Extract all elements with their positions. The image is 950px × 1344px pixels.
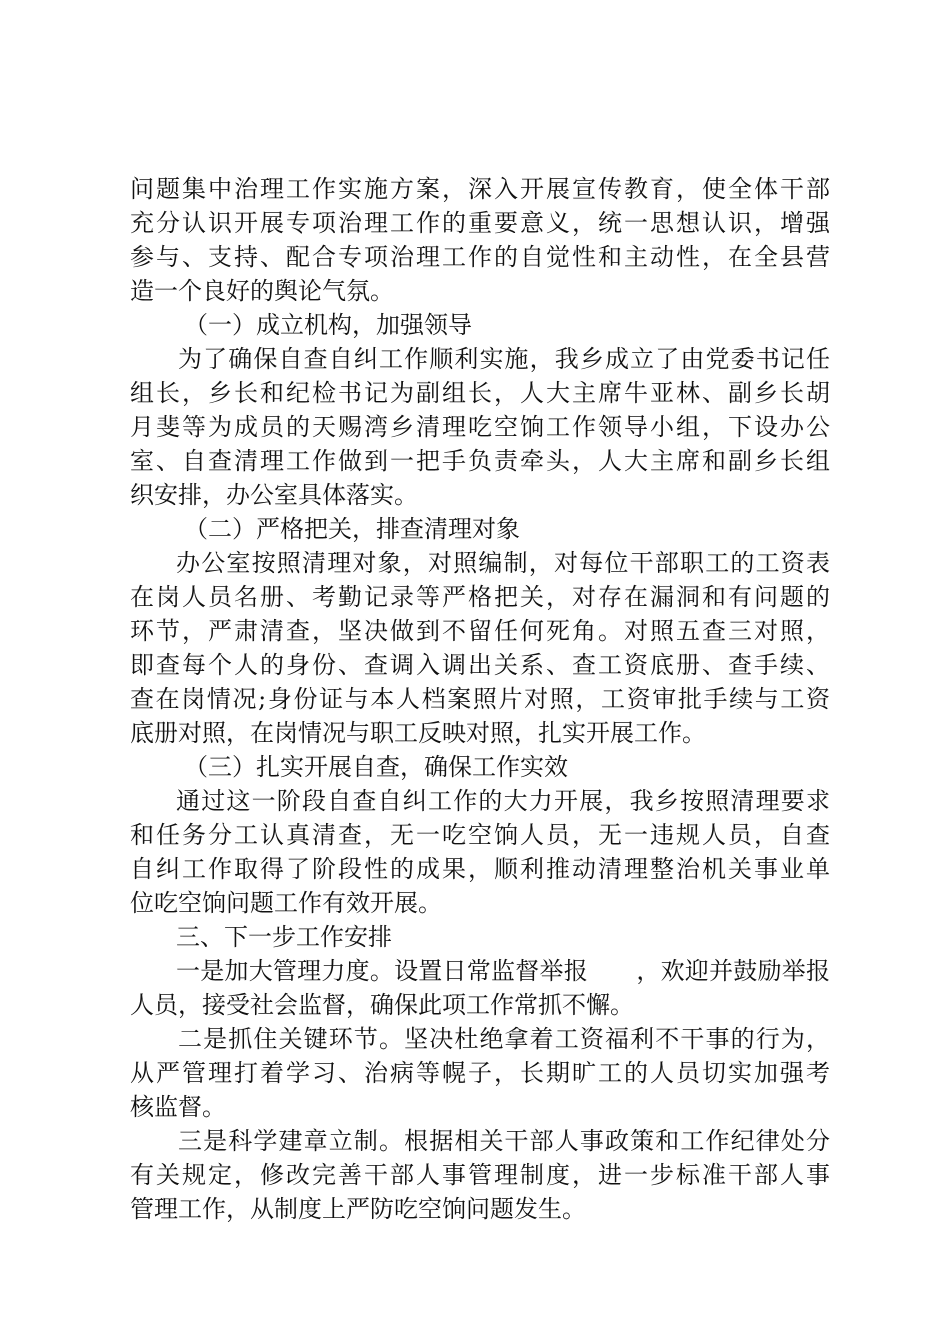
section-heading: 三、下一步工作安排 [176, 923, 392, 951]
text-line: 三是科学建章立制。根据相关干部人事政策和工作纪律处分 [178, 1127, 830, 1155]
text-line: 从严管理打着学习、治病等幌子，长期旷工的人员切实加强考 [130, 1059, 830, 1087]
text-line: 查在岗情况;身份证与本人档案照片对照，工资审批手续与工资 [130, 685, 830, 713]
text-line: 即查每个人的身份、查调入调出关系、查工资底册、查手续、 [130, 651, 830, 679]
text-line: 通过这一阶段自查自纠工作的大力开展，我乡按照清理要求 [176, 787, 830, 815]
text-line: 管理工作，从制度上严防吃空饷问题发生。 [130, 1195, 586, 1223]
text-line: 一是加大管理力度。设置日常监督举报 ，欢迎并鼓励举报 [176, 957, 830, 985]
text-line: 位吃空饷问题工作有效开展。 [130, 889, 442, 917]
text-line: 和任务分工认真清查，无一吃空饷人员，无一违规人员，自查 [130, 821, 830, 849]
text-line: 组长，乡长和纪检书记为副组长，人大主席牛亚林、副乡长胡 [130, 379, 830, 407]
text-line: 核监督。 [130, 1093, 226, 1121]
text-line: 造一个良好的舆论气氛。 [130, 277, 394, 305]
section-heading: （三）扎实开展自查，确保工作实效 [184, 753, 568, 781]
text-line: 有关规定，修改完善干部人事管理制度，进一步标准干部人事 [130, 1161, 830, 1189]
text-line: 室、自查清理工作做到一把手负责牵头，人大主席和副乡长组 [130, 447, 830, 475]
text-line: 织安排，办公室具体落实。 [130, 481, 418, 509]
text-line: 在岗人员名册、考勤记录等严格把关，对存在漏洞和有问题的 [130, 583, 830, 611]
section-heading: （二）严格把关，排查清理对象 [184, 515, 520, 543]
text-line: 二是抓住关键环节。坚决杜绝拿着工资福利不干事的行为， [178, 1025, 830, 1053]
text-line: 人员，接受社会监督，确保此项工作常抓不懈。 [130, 991, 634, 1019]
text-line: 参与、支持、配合专项治理工作的自觉性和主动性，在全县营 [130, 243, 830, 271]
text-line: 为了确保自查自纠工作顺利实施，我乡成立了由党委书记任 [178, 345, 830, 373]
text-line: 底册对照，在岗情况与职工反映对照，扎实开展工作。 [130, 719, 706, 747]
section-heading: （一）成立机构，加强领导 [184, 311, 472, 339]
text-line: 办公室按照清理对象，对照编制，对每位干部职工的工资表 [176, 549, 830, 577]
text-line: 问题集中治理工作实施方案，深入开展宣传教育，使全体干部 [130, 175, 830, 203]
text-line: 充分认识开展专项治理工作的重要意义，统一思想认识，增强 [130, 209, 830, 237]
text-line: 月斐等为成员的天赐湾乡清理吃空饷工作领导小组，下设办公 [130, 413, 830, 441]
text-line: 环节，严肃清查，坚决做到不留任何死角。对照五查三对照， [130, 617, 830, 645]
text-line: 自纠工作取得了阶段性的成果，顺利推动清理整治机关事业单 [130, 855, 830, 883]
